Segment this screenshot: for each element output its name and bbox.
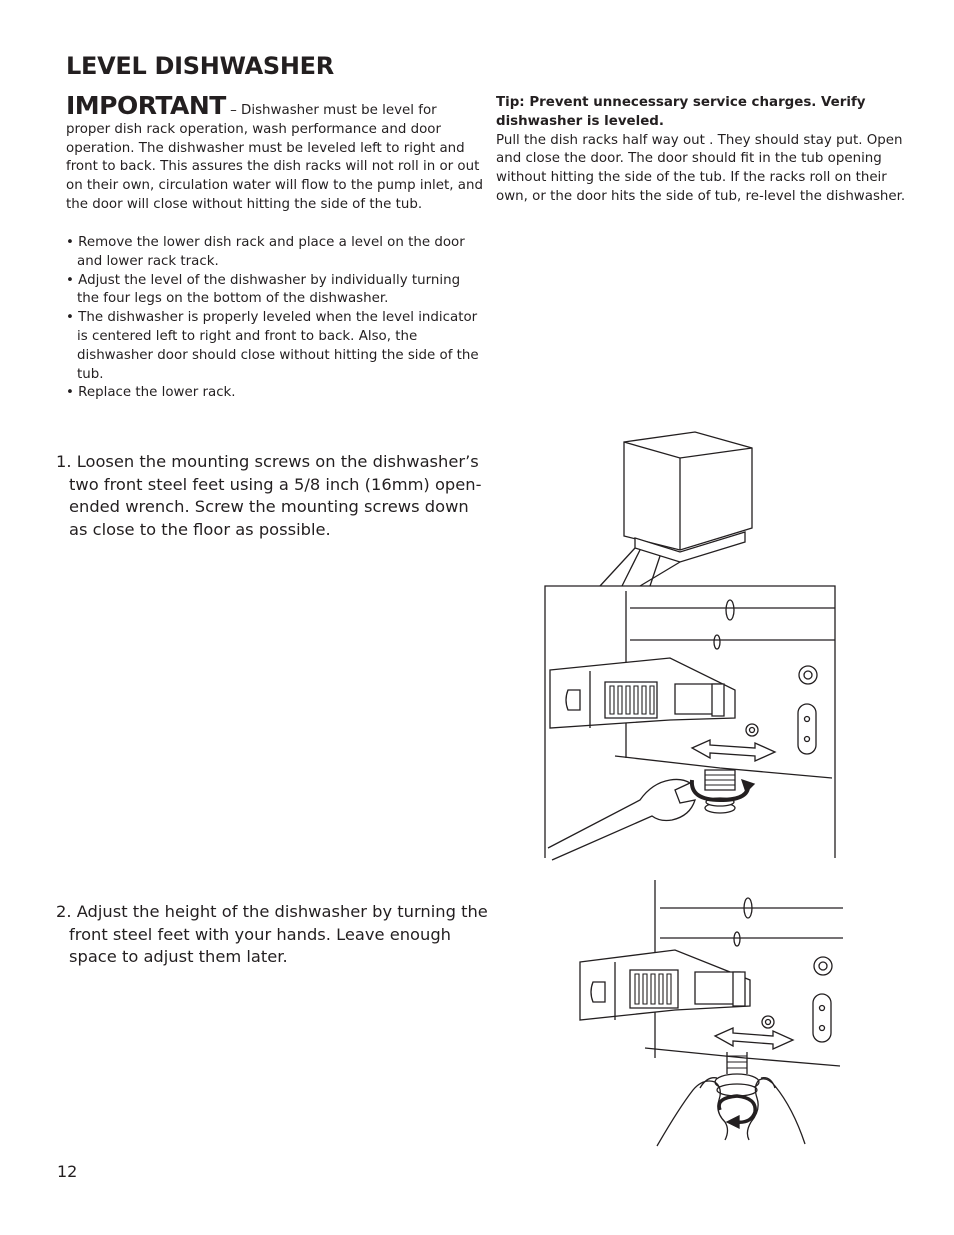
list-item: • Replace the lower rack. <box>66 384 486 403</box>
page-title: LEVEL DISHWASHER <box>66 52 334 80</box>
important-label: IMPORTANT <box>66 91 226 120</box>
step-2-text: 2. Adjust the height of the dishwasher by turning the front steel feet with your hands. Leave enough space to adjust them later. <box>56 902 488 967</box>
step-1-text: 1. Loosen the mounting screws on the dishwasher’s two front steel feet using a 5/8 inch (16mm) open-ended wrench. Screw the mounting screws down as close to the floor as possible. <box>56 452 482 539</box>
tip-box <box>496 94 914 207</box>
tip-heading: Tip: Prevent unnecessary service charges. Verify dishwasher is leveled. <box>496 95 866 129</box>
list-item: • Adjust the level of the dishwasher by individually turning the four legs on the bottom of the dishwasher. <box>66 272 486 310</box>
dishwasher-foot-hand-illustration <box>575 878 845 1148</box>
dishwasher-icon <box>624 432 752 562</box>
important-text: – Dishwasher must be level for proper dish rack operation, wash performance and door operation. The dishwasher must be leveled left to right and front to back. This assures the dish racks will not roll in or out on their own, circulation water will flow to the pump inlet, and the door will close without hitting the side of the tub. <box>66 103 483 212</box>
tip-body: Pull the dish racks half way out . They should stay put. Open and close the door. The door should fit in the tub opening without hitting the side of the tub. If the racks roll on their own, or the door hits the side of tub, re-level the dishwasher. <box>496 132 906 204</box>
list-item: • Remove the lower dish rack and place a level on the door and lower rack track. <box>66 234 486 272</box>
dishwasher-foot-wrench-illustration <box>540 428 840 864</box>
important-paragraph <box>66 91 484 215</box>
leveling-bullet-list <box>66 234 486 403</box>
list-item: • The dishwasher is properly leveled when the level indicator is centered left to right and front to back. Also, the dishwasher door should close without hitting the side of the tub. <box>66 309 486 384</box>
page-number: 12 <box>57 1162 78 1181</box>
